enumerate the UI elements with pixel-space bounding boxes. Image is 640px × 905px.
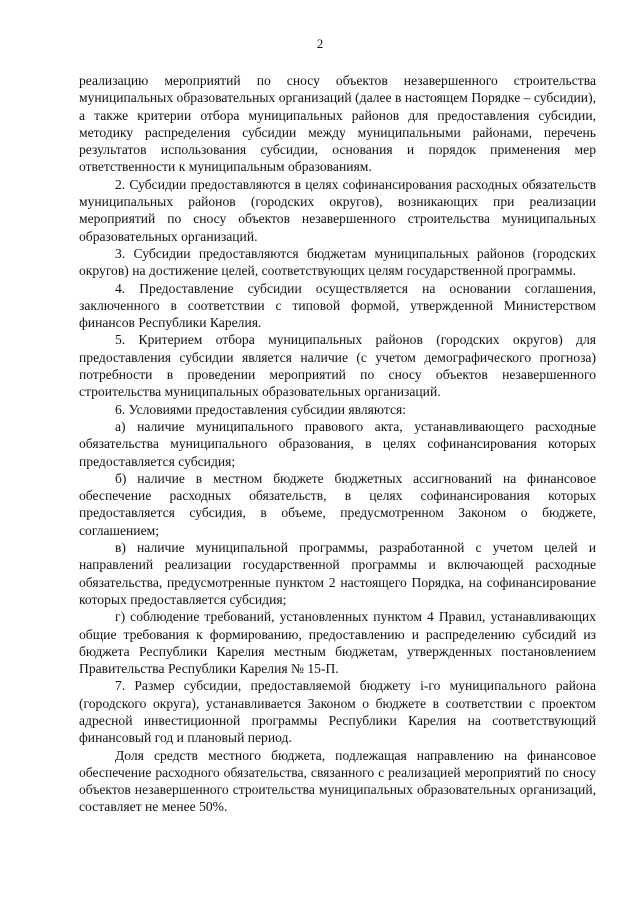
paragraph-6v: в) наличие муниципальной программы, разработанной с учетом целей и направлений реализации государственной программы и включающей расходные обязательства, предусмотренные пунктом 2 настоящего Порядка, на софинансирование которых предоставляется субсидия; [79, 540, 596, 607]
paragraph-6: 6. Условиями предоставления субсидии являются: [115, 401, 407, 417]
paragraph-7: 7. Размер субсидии, предоставляемой бюджету i-го муниципального района (городского округа), устанавливается Законом о бюджете в соответствии с проектом адресной инвестиционной программы Республики Карелия на соответствующий финансовый год и плановый период. [79, 678, 596, 746]
paragraph-1-continuation: реализацию мероприятий по сносу объектов незавершенного строительства муниципальных образовательных организаций (далее в настоящем Порядке – субсидии), а также критерии отбора муниципальных районов для предоставления субсидии, методику распределения субсидии между муниципальными районами, перечень результатов использования субсидии, основания и порядок применения мер ответственности к муниципальным образованиям. [79, 73, 596, 175]
paragraph-6a: а) наличие муниципального правового акта, устанавливающего расходные обязательства муниципального образования, в целях софинансирования которых предоставляется субсидия; [79, 418, 596, 469]
paragraph-4: 4. Предоставление субсидии осуществляется на основании соглашения, заключенного в соответствии с типовой формой, утвержденной Министерством финансов Республики Карелия. [79, 280, 596, 331]
paragraph-2: 2. Субсидии предоставляются в целях софинансирования расходных обязательств муниципальных районов (городских округов), возникающих при реализации мероприятий по сносу объектов незавершенного строительства муниципальных образовательных организаций. [79, 176, 596, 244]
paragraph-6b: б) наличие в местном бюджете бюджетных ассигнований на финансовое обеспечение расходных обязательств, в целях софинансирования которых предоставляется субсидия, в объеме, предусмотренном Законом о бюджете, соглашением; [79, 470, 596, 538]
paragraph-5: 5. Критерием отбора муниципальных районов (городских округов) для предоставления субсидии является наличие (с учетом демографического прогноза) потребности в проведении мероприятий по сносу объектов незавершенного строительства муниципальных образовательных организаций. [79, 332, 596, 400]
paragraph-3: 3. Субсидии предоставляются бюджетам муниципальных районов (городских округов) на достижение целей, соответствующих целям государственной программы. [79, 245, 596, 279]
document-body [79, 72, 596, 816]
page-number: 2 [316, 36, 324, 51]
paragraph-6g: г) соблюдение требований, установленных пунктом 4 Правил, устанавливающих общие требования к формированию, предоставлению и распределению субсидий из бюджета Республики Карелия местным бюджетам, утвержденных постановлением Правительства Республики Карелия № 15-П. [79, 609, 596, 677]
paragraph-7-share: Доля средств местного бюджета, подлежащая направлению на финансовое обеспечение расходного обязательства, связанного с реализацией мероприятий по сносу объектов незавершенного строительства муниципальных образовательных организаций, составляет не менее 50%. [79, 747, 596, 815]
